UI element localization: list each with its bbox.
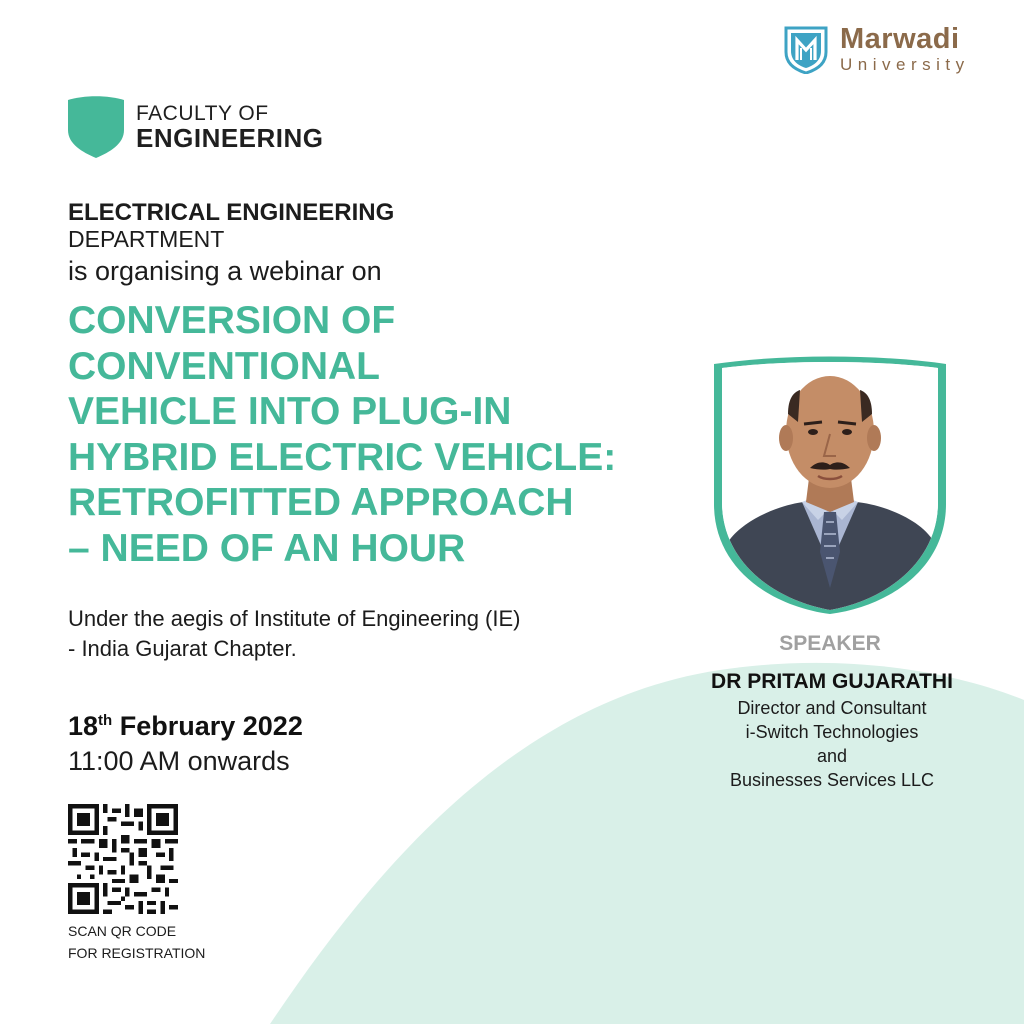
university-subtitle: University [840,55,970,74]
event-date [68,704,303,743]
speaker-role-line: and [816,746,848,766]
qr-caption [68,920,205,964]
university-name: Marwadi [840,23,960,55]
intro-text: is organising a webinar on [68,256,382,286]
speaker-photo-frame [714,352,946,614]
speaker-role-line: Businesses Services LLC [729,770,935,790]
department-label: DEPARTMENT [68,226,225,252]
aegis-text [68,604,520,664]
qr-caption-line: FOR REGISTRATION [68,945,206,961]
faculty-shield-icon [68,96,124,158]
title-line: CONVENTIONAL [68,344,380,388]
webinar-title [68,298,668,571]
title-line: RETROFITTED APPROACH [68,481,574,524]
speaker-name: DR PRITAM GUJARATHI [711,670,953,693]
title-line: CONVERSION OF [68,299,396,342]
faculty-label: FACULTY OF [136,102,269,125]
title-line: – NEED OF AN HOUR [68,526,466,570]
faculty-name: ENGINEERING [136,123,324,153]
event-day-suffix: th [98,712,113,729]
university-shield-icon [782,24,830,74]
event-time: 11:00 AM onwards [68,746,290,776]
registration-qr-code[interactable] [68,804,178,914]
department-name: ELECTRICAL ENGINEERING [68,199,395,226]
speaker-role-line: Director and Consultant [737,698,927,718]
department-block [68,200,394,288]
speaker-role [680,696,984,792]
event-month-year: February 2022 [119,711,303,741]
title-line: VEHICLE INTO PLUG-IN [68,390,512,433]
title-line: HYBRID ELECTRIC VEHICLE: [68,435,617,479]
speaker-label: SPEAKER [779,632,881,655]
speaker-role-line: i-Switch Technologies [745,722,919,742]
qr-caption-line: SCAN QR CODE [68,923,177,939]
aegis-line: - India Gujarat Chapter. [68,636,297,661]
event-day: 18 [68,711,99,741]
faculty-logo [68,96,324,158]
university-logo [782,24,970,74]
aegis-line: Under the aegis of Institute of Engineering (IE) [68,606,521,631]
